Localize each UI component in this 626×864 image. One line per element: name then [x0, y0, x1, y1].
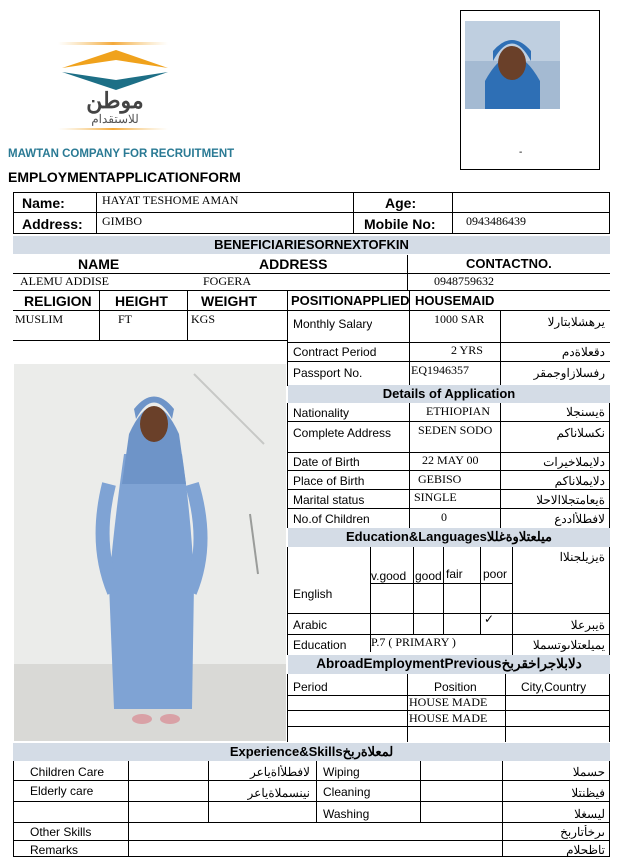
company-name: MAWTAN COMPANY FOR RECRUITMENT: [8, 148, 235, 160]
marital-status-arabic: ةيعامتجلاالاحلا: [536, 493, 605, 507]
level-vgood: v.good: [371, 569, 407, 583]
logo-arabic-sub: للاستقدام: [91, 112, 139, 126]
col-address-header: ADDRESS: [259, 256, 328, 272]
abroad-col-period: Period: [293, 680, 328, 694]
children-count-value[interactable]: 0: [441, 510, 447, 524]
abroad-col-country: City,Country: [521, 680, 587, 694]
other-skills-label: Other Skills: [30, 825, 92, 839]
beneficiary-name[interactable]: ALEMU ADDISE: [20, 274, 109, 288]
children-care-label: Children Care: [30, 765, 105, 779]
passport-no-arabic: رفسلازاوجمقر: [533, 366, 605, 380]
monthly-salary-value[interactable]: 1000 SAR: [434, 312, 485, 326]
company-logo: [50, 38, 180, 133]
monthly-salary-arabic: يرهشلابتارلا: [547, 315, 605, 329]
education-label: Education: [293, 638, 347, 652]
skills-heading: [13, 743, 610, 761]
washing-label: Washing: [323, 807, 370, 821]
contract-period-label: Contract Period: [293, 345, 377, 359]
place-of-birth-value[interactable]: GEBISO: [418, 472, 462, 486]
level-poor: poor: [483, 567, 508, 581]
applicant-age[interactable]: [460, 193, 600, 209]
date-of-birth-value[interactable]: 22 MAY 00: [422, 453, 479, 467]
other-skills-arabic: ىرخأتاربخ: [560, 825, 605, 839]
arabic-label: Arabic: [293, 618, 328, 632]
nationality-label: Nationality: [293, 406, 350, 420]
passport-no-value[interactable]: EQ1946357: [411, 363, 469, 377]
remarks-label: Remarks: [30, 843, 79, 857]
position-label: POSITIONAPPLIED: [291, 293, 410, 308]
children-care-arabic: لافطلأاةياعر: [250, 765, 310, 779]
education-value[interactable]: P.7 ( PRIMARY ): [371, 635, 456, 649]
remarks-arabic: تاظحلام: [566, 843, 605, 857]
cleaning-label: Cleaning: [323, 785, 371, 799]
abroad-heading: [288, 655, 610, 674]
contract-period-arabic: دقعلاةدم: [561, 345, 605, 359]
passport-photo-frame: [460, 10, 600, 170]
skills-heading-text: Experience&Skills: [229, 744, 343, 759]
washing-arabic: ليسغلا: [574, 807, 605, 821]
marital-status-label: Marital status: [293, 493, 365, 507]
education-heading-text: Education&Languages: [346, 529, 487, 544]
photo-corner-mark: -: [519, 147, 523, 158]
education-heading: [288, 528, 610, 547]
abroad-row-2-position[interactable]: HOUSE MADE: [409, 711, 488, 725]
beneficiary-contact[interactable]: 0948759632: [434, 274, 494, 288]
monthly-salary-label: Monthly Salary: [293, 317, 373, 331]
full-body-photo: [14, 364, 286, 741]
col-name-header: NAME: [78, 256, 120, 272]
applicant-address[interactable]: GIMBO: [102, 214, 143, 228]
address-label: Address:: [22, 216, 83, 232]
religion-label: RELIGION: [24, 293, 92, 309]
nationality-value[interactable]: ETHIOPIAN: [426, 404, 490, 418]
level-good: good: [415, 569, 442, 583]
form-title: EMPLOYMENTAPPLICATIONFORM: [8, 169, 241, 185]
name-label: Name:: [22, 195, 65, 211]
applicant-name[interactable]: HAYAT TESHOME AMAN: [102, 193, 239, 207]
english-label: English: [293, 587, 333, 601]
complete-address-value[interactable]: SEDEN SODO: [418, 423, 493, 437]
logo-arabic-name: موطن: [86, 88, 144, 113]
beneficiaries-heading: BENEFICIARIESORNEXTOFKIN: [13, 236, 610, 254]
height-value[interactable]: FT: [118, 312, 133, 326]
details-heading: Details of Application: [288, 385, 610, 403]
date-of-birth-arabic: دلايملاخيرات: [543, 455, 605, 469]
complete-address-arabic: نكسلاناكم: [556, 426, 605, 440]
cleaning-arabic: فيظنتلا: [571, 786, 605, 800]
marital-status-value[interactable]: SINGLE: [414, 490, 457, 504]
children-count-label: No.of Children: [293, 512, 370, 526]
abroad-heading-text: AbroadEmploymentPrevious: [316, 656, 502, 671]
nationality-arabic: ةيسنجلا: [566, 405, 605, 419]
complete-address-label: Complete Address: [293, 426, 392, 440]
passport-photo: [465, 21, 560, 109]
wiping-arabic: حسملا: [572, 765, 605, 779]
age-label: Age:: [385, 195, 417, 211]
arabic-poor-check[interactable]: ✓: [484, 612, 495, 626]
elderly-care-arabic: نينسملاةياعر: [247, 786, 310, 800]
contract-period-value[interactable]: 2 YRS: [451, 343, 483, 357]
abroad-heading-arabic: دلابلاجراخقربخ: [501, 656, 582, 671]
skills-heading-arabic: لمعلاةربخ: [342, 744, 394, 759]
level-fair: fair: [446, 567, 463, 581]
height-label: HEIGHT: [115, 293, 168, 309]
weight-value[interactable]: KGS: [191, 312, 216, 326]
education-arabic: يميلعتلاىوتسملا: [532, 638, 605, 652]
col-contact-header: CONTACTNO.: [466, 256, 552, 271]
beneficiary-address[interactable]: FOGERA: [203, 274, 252, 288]
english-arabic: ةيزيلجنلاا: [559, 550, 605, 564]
wiping-label: Wiping: [323, 765, 360, 779]
abroad-row-1-position[interactable]: HOUSE MADE: [409, 695, 488, 709]
weight-label: WEIGHT: [201, 293, 257, 309]
mobile-label: Mobile No:: [364, 216, 436, 232]
passport-no-label: Passport No.: [293, 366, 363, 380]
education-heading-arabic: ميلعتلاوةغللا: [486, 529, 552, 544]
arabic-arabic: ةيبرعلا: [570, 618, 605, 632]
religion-value[interactable]: MUSLIM: [15, 312, 64, 326]
children-count-arabic: لافطلأاددع: [554, 512, 605, 526]
place-of-birth-label: Place of Birth: [293, 474, 365, 488]
applicant-mobile[interactable]: 0943486439: [466, 214, 526, 228]
place-of-birth-arabic: دلايملاناكم: [554, 474, 605, 488]
date-of-birth-label: Date of Birth: [293, 455, 360, 469]
abroad-col-position: Position: [434, 680, 477, 694]
elderly-care-label: Elderly care: [30, 784, 94, 798]
position-value: HOUSEMAID: [415, 293, 495, 308]
